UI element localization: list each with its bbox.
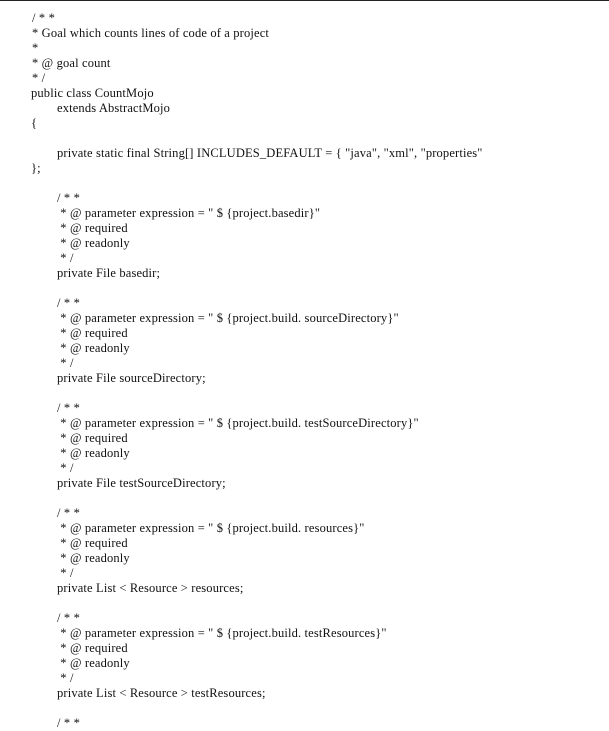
code-line: / * * bbox=[57, 296, 80, 310]
code-line: private List < Resource > testResources; bbox=[57, 686, 266, 700]
code-line: * @ goal count bbox=[32, 56, 111, 70]
code-line: public class CountMojo bbox=[31, 86, 154, 100]
code-listing bbox=[32, 11, 609, 731]
code-line: * Goal which counts lines of code of a project bbox=[32, 26, 270, 40]
code-line: * / bbox=[32, 71, 46, 85]
code-line: * @ required bbox=[57, 536, 128, 550]
blank-line bbox=[32, 131, 609, 146]
code-line: private File sourceDirectory; bbox=[57, 371, 206, 385]
blank-line bbox=[32, 491, 609, 506]
code-line: * @ readonly bbox=[57, 236, 130, 250]
blank-line bbox=[32, 701, 609, 716]
blank-line bbox=[32, 176, 609, 191]
code-line: private List < Resource > resources; bbox=[57, 581, 244, 595]
code-line: * @ parameter expression = " $ {project.build. testSourceDirectory}" bbox=[57, 416, 419, 430]
code-line: * @ readonly bbox=[57, 341, 130, 355]
code-line: * @ parameter expression = " $ {project.basedir}" bbox=[57, 206, 321, 220]
code-line: * @ readonly bbox=[57, 446, 130, 460]
code-line: { bbox=[31, 116, 38, 130]
code-line: * @ readonly bbox=[57, 551, 130, 565]
code-line: private static final String[] INCLUDES_DEFAULT = { "java", "xml", "properties" bbox=[57, 146, 483, 160]
code-line: / * * bbox=[32, 11, 55, 25]
code-line: * @ parameter expression = " $ {project.build. testResources}" bbox=[57, 626, 387, 640]
code-line: * / bbox=[57, 461, 74, 475]
code-line: / * * bbox=[57, 716, 80, 730]
code-line: * bbox=[32, 41, 39, 55]
code-line: / * * bbox=[57, 191, 80, 205]
code-line: * @ required bbox=[57, 431, 128, 445]
code-line: * @ parameter expression = " $ {project.build. sourceDirectory}" bbox=[57, 311, 399, 325]
blank-line bbox=[32, 386, 609, 401]
code-line: extends AbstractMojo bbox=[57, 101, 171, 115]
code-line: * / bbox=[57, 671, 74, 685]
blank-line bbox=[32, 281, 609, 296]
code-line: private File basedir; bbox=[57, 266, 161, 280]
code-line: * @ parameter expression = " $ {project.build. resources}" bbox=[57, 521, 365, 535]
code-line: * @ required bbox=[57, 641, 128, 655]
code-line: * @ readonly bbox=[57, 656, 130, 670]
code-line: private File testSourceDirectory; bbox=[57, 476, 226, 490]
code-line: * @ required bbox=[57, 326, 128, 340]
code-line: / * * bbox=[57, 506, 80, 520]
blank-line bbox=[32, 596, 609, 611]
code-line: / * * bbox=[57, 401, 80, 415]
code-line: / * * bbox=[57, 611, 80, 625]
code-line: }; bbox=[31, 161, 41, 175]
top-rule bbox=[0, 0, 609, 1]
code-line: * / bbox=[57, 251, 74, 265]
code-line: * / bbox=[57, 566, 74, 580]
code-line: * / bbox=[57, 356, 74, 370]
code-line: * @ required bbox=[57, 221, 128, 235]
